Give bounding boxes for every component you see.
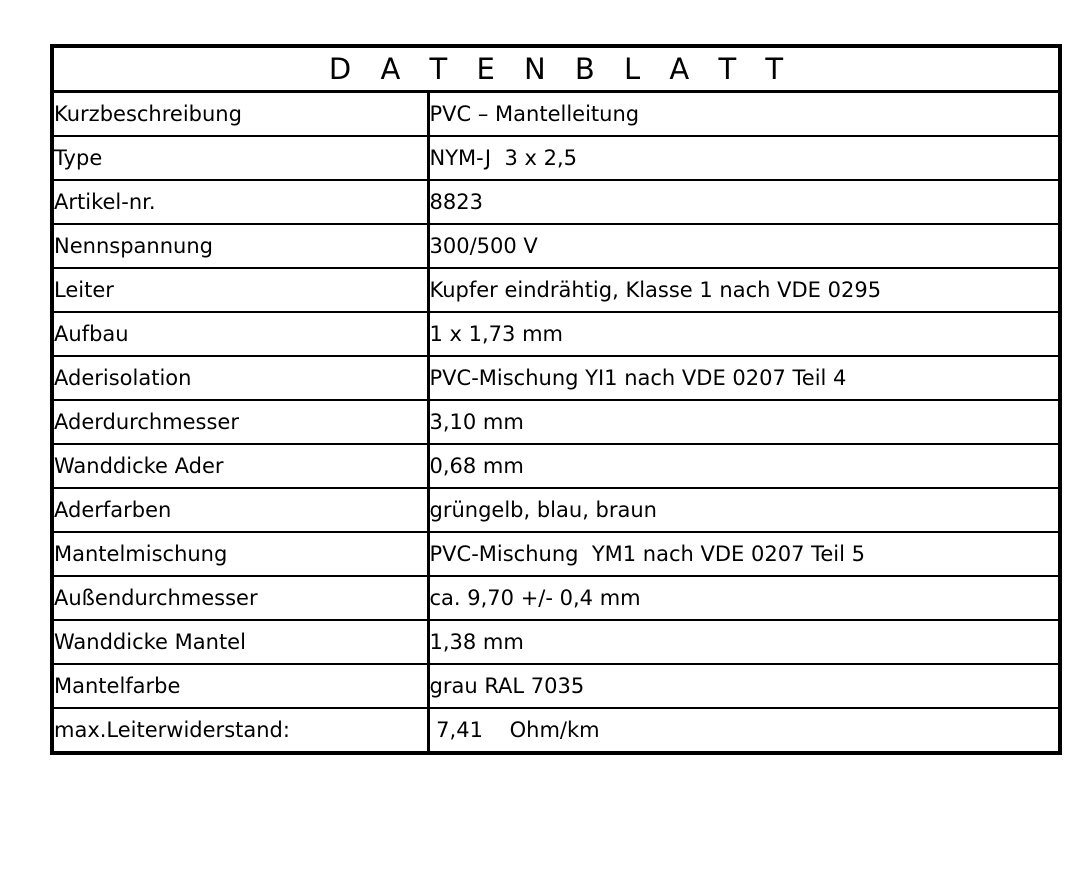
table-row-label: Wanddicke Ader (54, 444, 428, 488)
table-row-label: max.Leiterwiderstand: (54, 708, 428, 751)
datasheet-table (54, 48, 1058, 751)
table-row-label: Kurzbeschreibung (54, 92, 428, 137)
table-row (54, 180, 1058, 224)
table-row-value: 3,10 mm (428, 400, 1058, 444)
table-row-label: Aderisolation (54, 356, 428, 400)
table-row (54, 312, 1058, 356)
table-row (54, 224, 1058, 268)
page-title: D A T E N B L A T T (328, 52, 794, 86)
datasheet-title-row (54, 48, 1058, 92)
table-row-value: NYM-J 3 x 2,5 (428, 136, 1058, 180)
table-row-value: 1,38 mm (428, 620, 1058, 664)
table-row-value: grau RAL 7035 (428, 664, 1058, 708)
table-row-label: Aufbau (54, 312, 428, 356)
table-row-label: Aderfarben (54, 488, 428, 532)
table-row-label: Nennspannung (54, 224, 428, 268)
table-row (54, 400, 1058, 444)
table-row-value: 300/500 V (428, 224, 1058, 268)
table-row (54, 664, 1058, 708)
table-row-value: 7,41 Ohm/km (428, 708, 1058, 751)
table-row-value: 0,68 mm (428, 444, 1058, 488)
table-row (54, 488, 1058, 532)
table-row (54, 356, 1058, 400)
table-row-value: 1 x 1,73 mm (428, 312, 1058, 356)
table-row (54, 136, 1058, 180)
table-row (54, 576, 1058, 620)
table-row (54, 620, 1058, 664)
table-row-value: ca. 9,70 +/- 0,4 mm (428, 576, 1058, 620)
table-row-value: PVC-Mischung YI1 nach VDE 0207 Teil 4 (428, 356, 1058, 400)
table-row-label: Artikel-nr. (54, 180, 428, 224)
table-row-label: Mantelfarbe (54, 664, 428, 708)
table-row-label: Type (54, 136, 428, 180)
table-row-value: Kupfer eindrähtig, Klasse 1 nach VDE 0295 (428, 268, 1058, 312)
table-row (54, 268, 1058, 312)
table-row-label: Wanddicke Mantel (54, 620, 428, 664)
table-row-label: Außendurchmesser (54, 576, 428, 620)
datasheet-table-container (50, 44, 1062, 755)
table-row-label: Aderdurchmesser (54, 400, 428, 444)
table-row-value: grüngelb, blau, braun (428, 488, 1058, 532)
table-row (54, 708, 1058, 751)
table-row (54, 92, 1058, 137)
table-row-value: PVC-Mischung YM1 nach VDE 0207 Teil 5 (428, 532, 1058, 576)
table-row-value: 8823 (428, 180, 1058, 224)
table-row (54, 532, 1058, 576)
table-row-label: Mantelmischung (54, 532, 428, 576)
datasheet-title-cell (54, 48, 1058, 92)
table-row (54, 444, 1058, 488)
datasheet-table-body (54, 48, 1058, 751)
table-row-value: PVC – Mantelleitung (428, 92, 1058, 137)
table-row-label: Leiter (54, 268, 428, 312)
